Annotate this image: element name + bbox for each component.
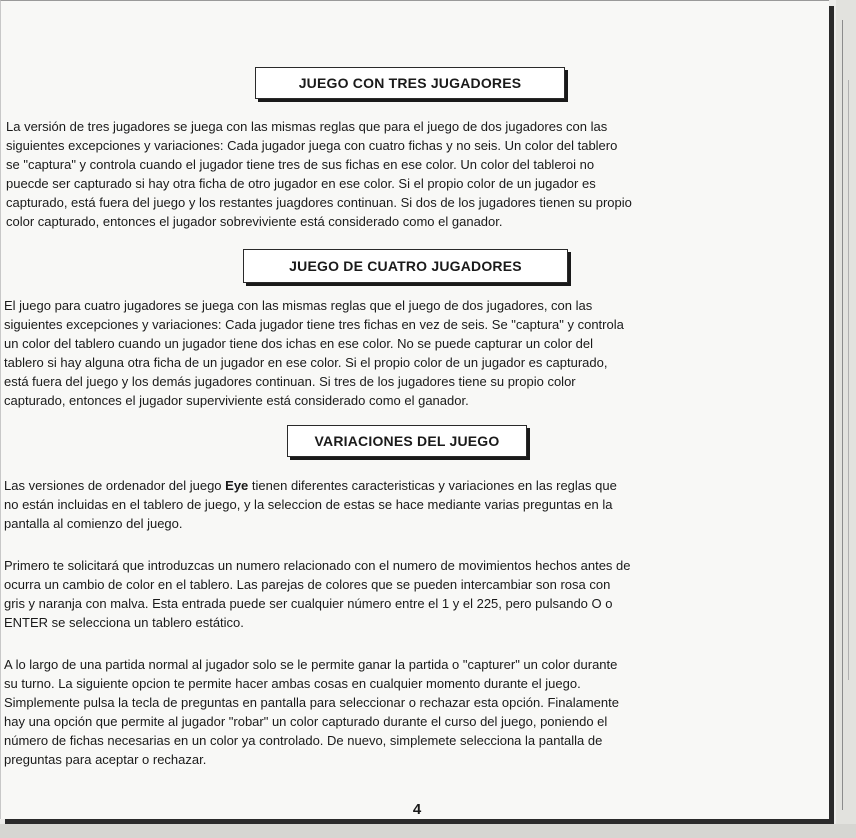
text-line: La versión de tres jugadores se juega con las mismas reglas que para el juego de dos jugadores con las [6, 119, 608, 134]
text-line: A lo largo de una partida normal al jugador solo se le permite ganar la partida o "capturer" un color durante [4, 657, 618, 672]
text-line: capturado, está fuera del juego y los restantes juagdores continuan. Si dos de los jugadores tienen su propio [6, 194, 632, 210]
page-number: 4 [412, 801, 422, 818]
text-line: puecde ser capturado si hay otra ficha de otro jugador en ese color. Si el propio color de un jugador es [6, 175, 596, 191]
text-line: siguientes excepciones y variaciones: Cada jugador tiene tres fichas en vez de seis. Se "captura" y controla [4, 316, 624, 332]
text-line: gris y naranja con malva. Esta entrada puede ser cualquier número entre el 1 y el 225, pero pulsando O o [4, 595, 613, 611]
text-line: Primero te solicitará que introduzcas un numero relacionado con el numero de movimientos hechos antes de [4, 558, 631, 573]
text-line: Simplemente pulsa la tecla de preguntas en pantalla para seleccionar o rechazar esta opción. Finalamente [4, 694, 619, 710]
text-line: un color del tablero cuando un jugador tiene dos ichas en ese color. No se puede capturar un color del [4, 335, 593, 351]
text-line: tablero si hay alguna otra ficha de un jugador en ese color. Si el propio color de un jugador es capturado, [4, 354, 608, 370]
paragraph-variations-intro [4, 477, 617, 534]
paragraph-capture-options [4, 656, 619, 769]
text-run: Las versiones de ordenador del juego [4, 478, 226, 493]
text-line: no están incluidas en el tablero de juego, y la seleccion de estas se hace mediante varias preguntas en la [4, 496, 613, 512]
text-line [4, 477, 617, 496]
text-line: ocurra un cambio de color en el tablero. Las parejas de colores que se pueden intercambiar son rosa con [4, 576, 611, 592]
section-heading-variations: VARIACIONES DEL JUEGO [287, 425, 527, 457]
text-line: número de fichas necesarias en un color ya controlado. De nuevo, simplemete selecciona la pantalla de [4, 732, 603, 748]
text-line: El juego para cuatro jugadores se juega con las mismas reglas que el juego de dos jugadores, con las [4, 298, 593, 313]
scan-edge-bottom [0, 824, 856, 838]
text-line: color capturado, entonces el jugador sobreviviente está considerado como el ganador. [6, 213, 503, 229]
text-line: se "captura" y controla cuando el jugador tiene tres de sus fichas en ese color. Un color del tableroi no [6, 156, 595, 172]
text-line: capturado, entonces el jugador superviviente está considerado como el ganador. [4, 392, 469, 408]
game-name: Eye [225, 478, 249, 493]
scan-edge-right [836, 0, 856, 838]
paragraph-four-players [4, 297, 624, 410]
text-line: está fuera del juego y los demás jugadores continuan. Si tres de los jugadores tiene su propio color [4, 373, 576, 389]
text-line: su turno. La siguiente opcion te permite hacer ambas cosas en cualquier momento durante el juego. [4, 675, 581, 691]
text-line: preguntas para aceptar o rechazar. [4, 751, 207, 767]
section-heading-three-players: JUEGO CON TRES JUGADORES [255, 67, 565, 99]
text-line: hay una opción que permite al jugador "robar" un color capturado durante el curso del juego, poniendo el [4, 713, 608, 729]
paragraph-three-players [6, 118, 632, 231]
section-heading-four-players: JUEGO DE CUATRO JUGADORES [243, 249, 568, 283]
text-line: ENTER se selecciona un tablero estático. [4, 614, 244, 630]
text-line: pantalla al comienzo del juego. [4, 515, 183, 531]
paragraph-color-change [4, 557, 631, 633]
text-line: siguientes excepciones y variaciones: Cada jugador juega con cuatro fichas y no seis. Un color del tablero [6, 137, 618, 153]
text-run: tienen diferentes caracteristicas y variaciones en las reglas que [248, 478, 617, 493]
